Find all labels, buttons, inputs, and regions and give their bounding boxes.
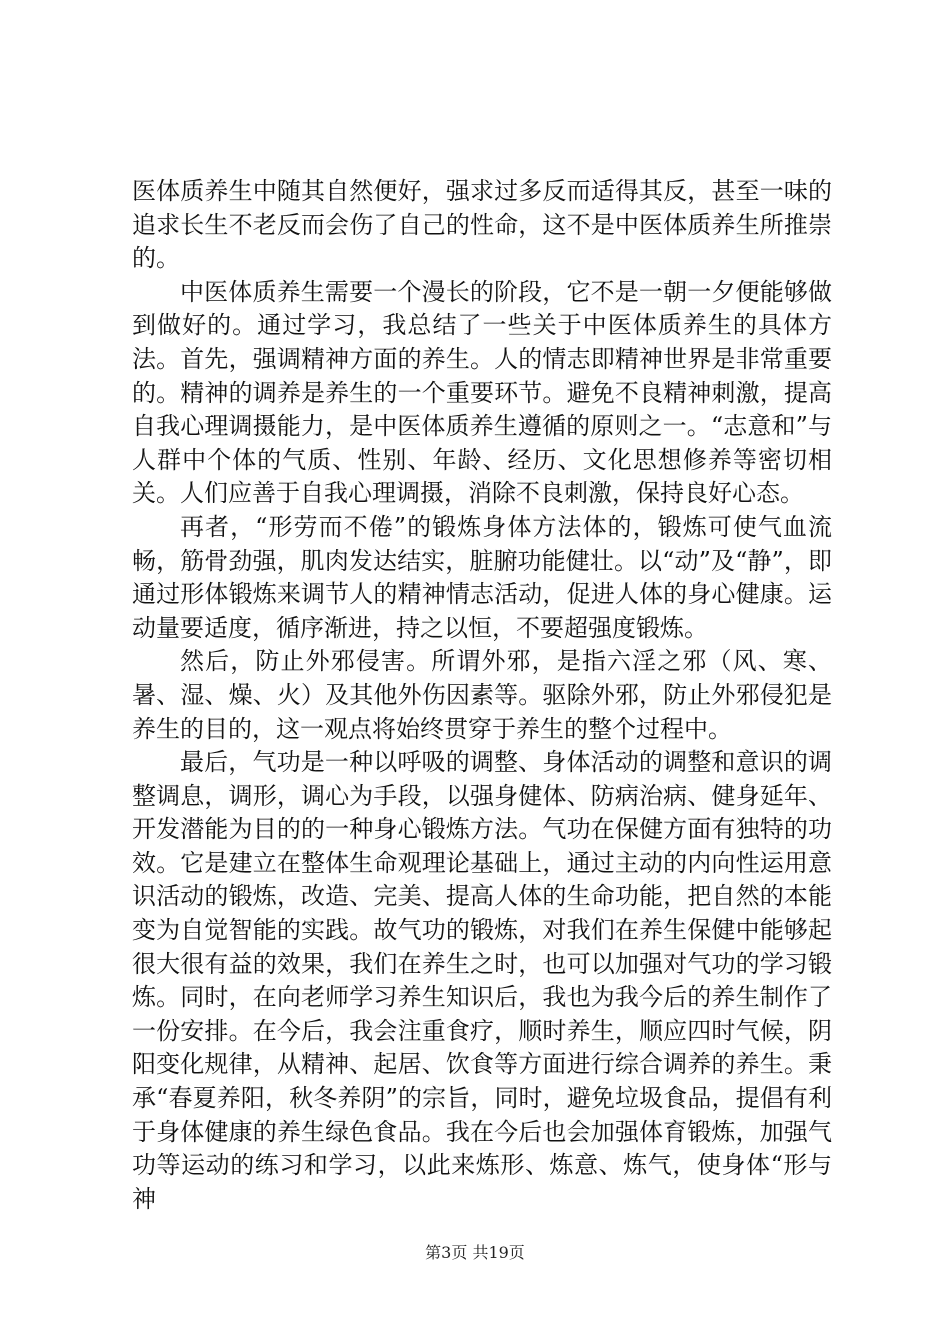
paragraph-external-evils: 然后，防止外邪侵害。所谓外邪，是指六淫之邪（风、寒、暑、湿、燥、火）及其他外伤因素等。驱除外邪，防止外邪侵犯是养生的目的，这一观点将始终贯穿于养生的整个过程中。	[132, 647, 832, 743]
document-body	[132, 175, 832, 1216]
page-number-footer: 第3页 共19页	[425, 1243, 525, 1262]
paragraph-continuation: 医体质养生中随其自然便好，强求过多反而适得其反，甚至一味的追求长生不老反而会伤了自己的性命，这不是中医体质养生所推崇的。	[132, 177, 832, 273]
paragraph-physical-exercise: 再者，“形劳而不倦”的锻炼身体方法体的，锻炼可使气血流畅，筋骨劲强，肌肉发达结实，脏腑功能健壮。以“动”及“静”，即通过形体锻炼来调节人的精神情志活动，促进人体的身心健康。运动量要适度，循序渐进，持之以恒，不要超强度锻炼。	[132, 512, 832, 642]
paragraph-mental-health: 中医体质养生需要一个漫长的阶段，它不是一朝一夕便能够做到做好的。通过学习，我总结了一些关于中医体质养生的具体方法。首先，强调精神方面的养生。人的情志即精神世界是非常重要的。精神的调养是养生的一个重要环节。避免不良精神刺激，提高自我心理调摄能力，是中医体质养生遵循的原则之一。“志意和”与人群中个体的气质、性别、年龄、经历、文化思想修养等密切相关。人们应善于自我心理调摄，消除不良刺激，保持良好心态。	[132, 277, 832, 508]
paragraph-qigong: 最后，气功是一种以呼吸的调整、身体活动的调整和意识的调整调息，调形，调心为手段，以强身健体、防病治病、健身延年、开发潜能为目的的一种身心锻炼方法。气功在保健方面有独特的功效。它是建立在整体生命观理论基础上，通过主动的内向性运用意识活动的锻炼，改造、完美、提高人体的生命功能，把自然的本能变为自觉智能的实践。故气功的锻炼，对我们在养生保健中能够起很大很有益的效果，我们在养生之时，也可以加强对气功的学习锻炼。同时，在向老师学习养生知识后，我也为我今后的养生制作了一份安排。在今后，我会注重食疗，顺时养生，顺应四时气候，阴阳变化规律，从精神、起居、饮食等方面进行综合调养的养生。秉承“春夏养阳，秋冬养阴”的宗旨，同时，避免垃圾食品，提倡有利于身体健康的养生绿色食品。我在今后也会加强体育锻炼，加强气功等运动的练习和学习，以此来炼形、炼意、炼气，使身体“形与神	[132, 748, 832, 1213]
